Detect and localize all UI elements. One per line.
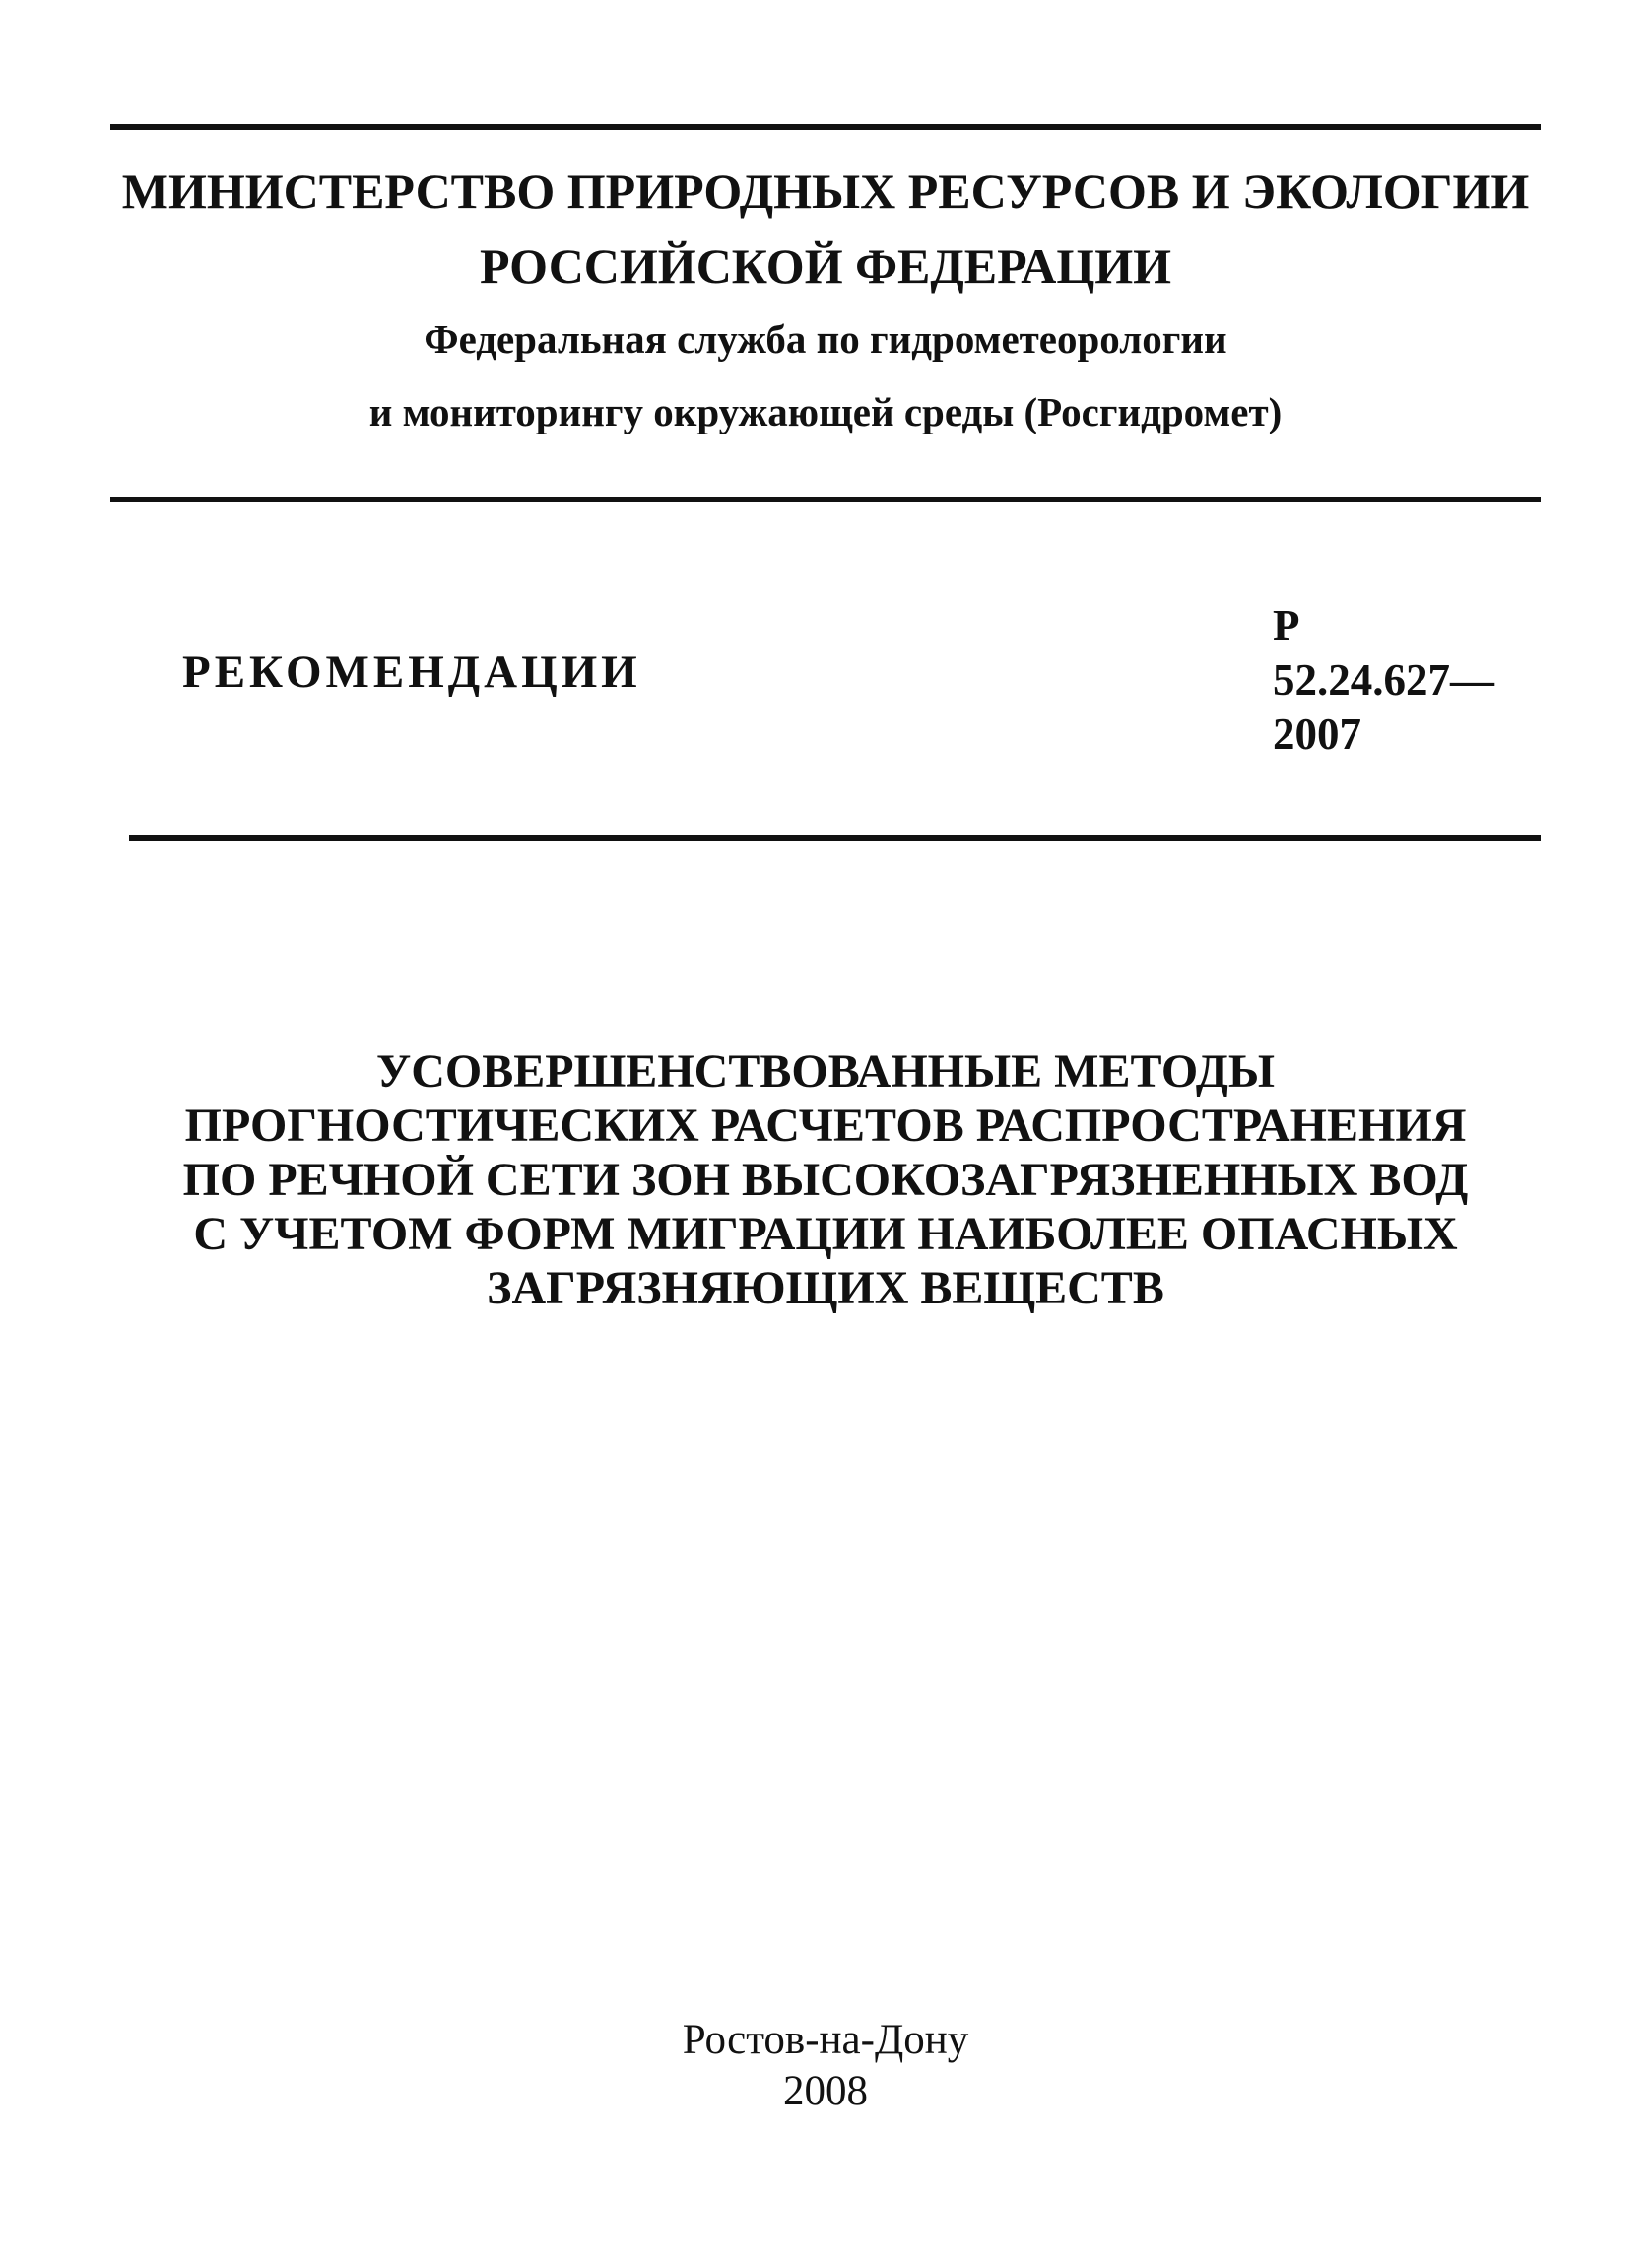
document-code-year: 2007 <box>1273 709 1361 759</box>
publication-year: 2008 <box>783 2068 868 2114</box>
ministry-name-line-1: МИНИСТЕРСТВО ПРИРОДНЫХ РЕСУРСОВ И ЭКОЛОГИИ <box>121 164 1530 219</box>
document-code-prefix: Р <box>1273 601 1300 650</box>
document-code-number: 52.24.627— <box>1273 655 1494 704</box>
agency-name-line-1: Федеральная служба по гидрометеорологии <box>424 316 1227 362</box>
document-code <box>1273 599 1494 762</box>
ministry-name-line-2: РОССИЙСКОЙ ФЕДЕРАЦИИ <box>479 238 1172 294</box>
header-divider <box>110 497 1541 502</box>
title-line: УСОВЕРШЕНСТВОВАННЫЕ МЕТОДЫ <box>376 1045 1275 1098</box>
title-line: ПРОГНОСТИЧЕСКИХ РАСЧЕТОВ РАСПРОСТРАНЕНИЯ <box>184 1100 1467 1152</box>
designation-divider <box>129 835 1541 841</box>
title-line: ЗАГРЯЗНЯЮЩИХ ВЕЩЕСТВ <box>487 1262 1164 1314</box>
agency-name-line-2: и мониторингу окружающей среды (Росгидромет) <box>368 389 1283 434</box>
top-divider <box>110 124 1541 130</box>
document-title <box>110 1044 1541 1315</box>
imprint <box>110 2015 1541 2117</box>
publication-city: Ростов-на-Дону <box>682 2017 969 2063</box>
title-line: С УЧЕТОМ ФОРМ МИГРАЦИИ НАИБОЛЕЕ ОПАСНЫХ <box>193 1208 1458 1260</box>
title-line: ПО РЕЧНОЙ СЕТИ ЗОН ВЫСОКОЗАГРЯЗНЕННЫХ ВОД <box>182 1154 1469 1206</box>
document-type: РЕКОМЕНДАЦИИ <box>182 646 641 698</box>
